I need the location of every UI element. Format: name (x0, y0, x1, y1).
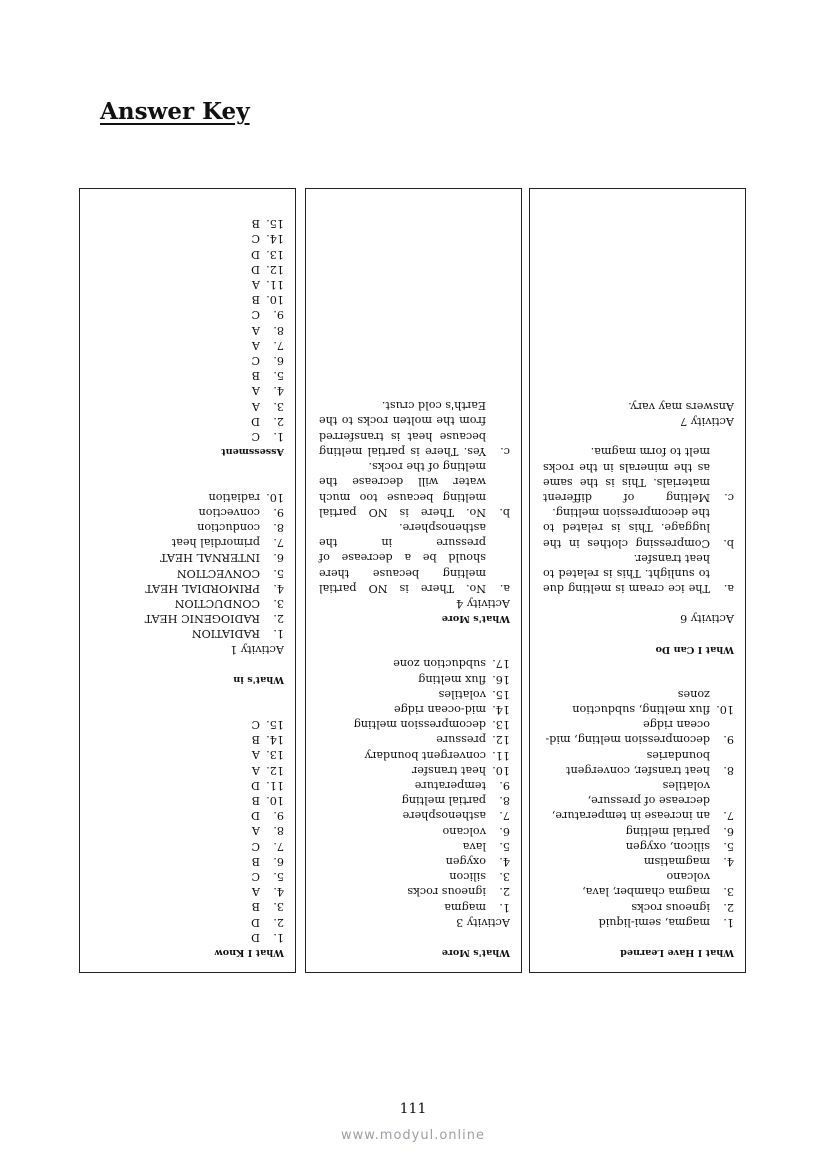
item-number: 13. (492, 718, 510, 732)
item-number: 10. (266, 793, 284, 807)
item-answer: lava (462, 839, 486, 853)
item-number: 2. (273, 915, 284, 929)
item-number: 9. (273, 308, 284, 322)
item-number: b. (499, 505, 510, 519)
item-answer: asthenosphere (402, 809, 486, 823)
item-answer: magma (444, 900, 486, 914)
list-item (93, 383, 284, 398)
item-number: 4. (499, 854, 510, 868)
answer-list (93, 717, 284, 945)
list-item (93, 793, 284, 808)
item-number: 8. (273, 824, 284, 838)
activity-label: Activity 6 (680, 612, 734, 626)
list-item (93, 368, 284, 383)
item-number: 10. (716, 702, 734, 716)
item-number: 6. (723, 824, 734, 838)
item-answer: partial melting (401, 794, 486, 808)
list-item (93, 778, 284, 793)
item-answer: magma, semi-liquid (598, 915, 710, 929)
item-number: c. (724, 490, 734, 504)
item-answer: heat transfer, convergent boundaries (566, 748, 710, 777)
list-item (543, 823, 734, 838)
list-item (93, 505, 284, 520)
list-item (319, 793, 510, 808)
list-item (93, 747, 284, 762)
item-number: 11. (492, 748, 510, 762)
item-number: 12. (492, 733, 510, 747)
item-number: 7. (273, 338, 284, 352)
item-answer: CONDUCTION (174, 596, 260, 610)
item-answer: primordial heat (171, 536, 260, 550)
item-answer: RADIATION (191, 627, 260, 641)
item-answer: D (251, 915, 260, 929)
list-item (93, 353, 284, 368)
item-number: 1. (273, 930, 284, 944)
item-answer: subduction zone (393, 657, 486, 671)
list-item (319, 656, 510, 671)
list-item (93, 626, 284, 641)
item-number: 8. (723, 763, 734, 777)
item-answer: B (251, 369, 260, 383)
item-answer: B (251, 854, 260, 868)
item-number: 5. (723, 839, 734, 853)
item-number: 2. (499, 885, 510, 899)
list-item (93, 762, 284, 777)
item-answer: A (251, 763, 260, 777)
item-answer: C (251, 839, 260, 853)
item-number: 10. (492, 763, 510, 777)
item-number: 7. (723, 809, 734, 823)
item-number: 5. (273, 369, 284, 383)
list-item (93, 717, 284, 732)
item-number: 9. (273, 505, 284, 519)
section-heading: What's More (441, 613, 510, 625)
list-item (319, 778, 510, 793)
list-item (543, 854, 734, 869)
list-item (319, 459, 510, 520)
item-number: 5. (273, 566, 284, 580)
list-item (93, 869, 284, 884)
item-number: 13. (266, 247, 284, 261)
list-item (319, 854, 510, 869)
item-answer: silicon (449, 870, 486, 884)
list-item (543, 687, 734, 717)
list-item (319, 747, 510, 762)
item-answer: conduction (197, 520, 260, 534)
list-item (319, 869, 510, 884)
item-number: 4. (273, 384, 284, 398)
list-item (93, 611, 284, 626)
list-item (93, 338, 284, 353)
item-answer: mid-ocean ridge (393, 702, 486, 716)
item-answer: pressure (436, 733, 486, 747)
item-number: 3. (273, 399, 284, 413)
activity-label: Activity 1 (230, 642, 284, 656)
item-answer: PRIMORDIAL HEAT (145, 581, 260, 595)
watermark: www.modyul.online (340, 1128, 486, 1143)
item-number: a. (499, 581, 510, 595)
answer-list (319, 398, 510, 596)
item-answer: heat transfer (411, 763, 486, 777)
item-number: 4. (723, 854, 734, 868)
item-number: 3. (273, 900, 284, 914)
page-title: Answer Key (100, 98, 250, 125)
item-number: 8. (273, 520, 284, 534)
answer-list (319, 656, 510, 914)
item-answer: A (251, 323, 260, 337)
list-item (93, 565, 284, 580)
answer-column-2 (305, 188, 522, 973)
item-answer: magmatism (643, 854, 710, 868)
list-item (543, 915, 734, 930)
list-item (543, 899, 734, 914)
item-answer: A (251, 384, 260, 398)
item-answer: B (251, 900, 260, 914)
item-number: 17. (492, 657, 510, 671)
list-item (93, 596, 284, 611)
item-number: 8. (499, 794, 510, 808)
item-answer: igneous rocks (631, 900, 710, 914)
item-answer: volatiles (438, 687, 486, 701)
item-answer: oxygen (445, 854, 486, 868)
item-answer: D (251, 778, 260, 792)
list-item (543, 778, 734, 824)
item-number: 2. (273, 612, 284, 626)
item-answer: radiation (208, 490, 260, 504)
item-number: 6. (499, 824, 510, 838)
section-heading: What I Can Do (655, 643, 734, 655)
item-number: 15. (266, 717, 284, 731)
list-item (543, 444, 734, 505)
answer-column-1 (79, 188, 296, 973)
item-number: 6. (273, 354, 284, 368)
item-number: 14. (492, 702, 510, 716)
list-item (319, 717, 510, 732)
item-number: 13. (266, 748, 284, 762)
list-item (319, 702, 510, 717)
list-item (543, 869, 734, 899)
list-item (543, 551, 734, 597)
item-number: c. (500, 444, 510, 458)
item-number: 5. (499, 839, 510, 853)
section-heading: What's More (441, 947, 510, 958)
item-number: 6. (273, 854, 284, 868)
item-number: 11. (266, 778, 284, 792)
item-answer: C (251, 717, 260, 731)
item-number: 4. (273, 581, 284, 595)
list-item (319, 671, 510, 686)
item-answer: decompression melting, mid-ocean ridge (545, 718, 710, 747)
list-item (93, 489, 284, 504)
item-answer: igneous rocks (407, 885, 486, 899)
item-answer: A (251, 748, 260, 762)
list-item (319, 884, 510, 899)
item-answer: Yes. There is partial melting because heat is transferred from the molten rocks to the Earth's cold crust. (319, 399, 486, 458)
item-number: 2. (723, 900, 734, 914)
list-item (319, 520, 510, 596)
list-item (93, 550, 284, 565)
section-heading: What I Know (214, 947, 284, 958)
item-answer: partial melting (625, 824, 710, 838)
item-answer: silicon, oxygen (625, 839, 710, 853)
item-answer: C (251, 869, 260, 883)
item-number: 7. (499, 809, 510, 823)
item-answer: B (251, 217, 260, 231)
item-number: 11. (266, 278, 284, 292)
item-number: 8. (273, 323, 284, 337)
list-item (93, 520, 284, 535)
item-number: 15. (492, 687, 510, 701)
item-answer: C (251, 354, 260, 368)
item-number: 14. (266, 232, 284, 246)
page-number: 111 (399, 1101, 427, 1117)
list-item (319, 839, 510, 854)
list-item (543, 505, 734, 551)
item-number: 1. (499, 900, 510, 914)
item-number: 12. (266, 262, 284, 276)
item-answer: an increase in temperature, decrease of pressure, volatiles (551, 778, 710, 823)
list-item (93, 535, 284, 550)
section-heading: What I Have Learned (620, 947, 734, 958)
item-answer: D (251, 247, 260, 261)
list-item (93, 838, 284, 853)
item-answer: B (251, 293, 260, 307)
list-item (93, 216, 284, 231)
activity-label: Activity 3 (456, 915, 510, 929)
item-answer: CONVECTION (176, 566, 260, 580)
answer-column-3 (529, 188, 746, 973)
item-answer: INTERNAL HEAT (160, 551, 260, 565)
item-number: 9. (723, 733, 734, 747)
item-number: 2. (273, 414, 284, 428)
item-number: 16. (492, 672, 510, 686)
list-item (93, 854, 284, 869)
item-number: 4. (273, 885, 284, 899)
item-number: 15. (266, 217, 284, 231)
list-item (319, 823, 510, 838)
list-item (93, 732, 284, 747)
section-heading: Assessment (221, 446, 284, 458)
section-heading: What's in (233, 673, 284, 685)
item-answer: The ice cream is melting due to sunlight. This is related to heat transfer. (543, 551, 710, 596)
item-number: a. (723, 582, 734, 596)
list-item (319, 808, 510, 823)
item-answer: C (251, 308, 260, 322)
item-answer: flux melting (418, 672, 486, 686)
item-number: 1. (723, 915, 734, 929)
item-answer: A (251, 278, 260, 292)
list-item (319, 687, 510, 702)
item-answer: magma chamber, lava, volcano (582, 870, 710, 899)
list-item (319, 899, 510, 914)
item-answer: volcano (442, 824, 486, 838)
item-answer: D (251, 809, 260, 823)
item-number: 7. (273, 536, 284, 550)
list-item (93, 914, 284, 929)
item-answer: temperature (414, 778, 486, 792)
item-answer: D (251, 262, 260, 276)
item-answer: B (251, 793, 260, 807)
item-number: 10. (266, 490, 284, 504)
list-item (93, 581, 284, 596)
item-answer: Compressing clothes in the luggage. This is related to the decompression melting. (543, 506, 710, 550)
list-item (319, 732, 510, 747)
answer-text: Answers may vary. (628, 399, 734, 413)
list-item (93, 884, 284, 899)
item-number: 1. (273, 430, 284, 444)
list-item (543, 717, 734, 747)
list-item (93, 429, 284, 444)
answer-list (93, 216, 284, 444)
item-answer: Melting of different materials. This is the same as the minerals in the rocks melt to form magma. (543, 445, 710, 504)
item-answer: No. There is NO partial melting because there should be a decrease of pressure in the asthenosphere. (319, 520, 486, 595)
item-number: 9. (273, 809, 284, 823)
answer-list (543, 687, 734, 930)
item-number: 6. (273, 551, 284, 565)
item-answer: decompression melting (353, 718, 486, 732)
item-answer: A (251, 399, 260, 413)
item-number: 10. (266, 293, 284, 307)
item-answer: D (251, 414, 260, 428)
list-item (93, 292, 284, 307)
activity-label: Activity 4 (456, 596, 510, 610)
list-item (93, 823, 284, 838)
item-answer: convergent boundary (364, 748, 486, 762)
list-item (93, 262, 284, 277)
item-number: 12. (266, 763, 284, 777)
answer-list (543, 444, 734, 596)
list-item (93, 930, 284, 945)
list-item (319, 763, 510, 778)
item-answer: A (251, 824, 260, 838)
list-item (93, 414, 284, 429)
list-item (93, 899, 284, 914)
list-item (319, 398, 510, 459)
item-number: 3. (499, 870, 510, 884)
item-answer: B (251, 733, 260, 747)
item-number: 3. (273, 596, 284, 610)
list-item (543, 839, 734, 854)
answer-list (93, 489, 284, 641)
item-answer: convection (198, 505, 260, 519)
item-number: 7. (273, 839, 284, 853)
list-item (93, 322, 284, 337)
item-number: 5. (273, 869, 284, 883)
item-number: b. (723, 536, 734, 550)
list-item (543, 747, 734, 777)
list-item (93, 399, 284, 414)
item-answer: RADIOGENIC HEAT (144, 612, 260, 626)
item-answer: A (251, 885, 260, 899)
item-answer: No. There is NO partial melting because too much water will decrease the melting of the rocks. (319, 460, 486, 519)
item-number: 14. (266, 733, 284, 747)
list-item (93, 246, 284, 261)
list-item (93, 808, 284, 823)
item-answer: flux melting, subduction zones (572, 687, 710, 716)
list-item (93, 231, 284, 246)
item-number: 3. (723, 885, 734, 899)
activity-label: Activity 7 (680, 415, 734, 429)
item-answer: A (251, 338, 260, 352)
item-answer: C (251, 232, 260, 246)
item-number: 9. (499, 778, 510, 792)
item-number: 1. (273, 627, 284, 641)
list-item (93, 277, 284, 292)
item-answer: D (251, 930, 260, 944)
list-item (93, 307, 284, 322)
item-answer: C (251, 430, 260, 444)
